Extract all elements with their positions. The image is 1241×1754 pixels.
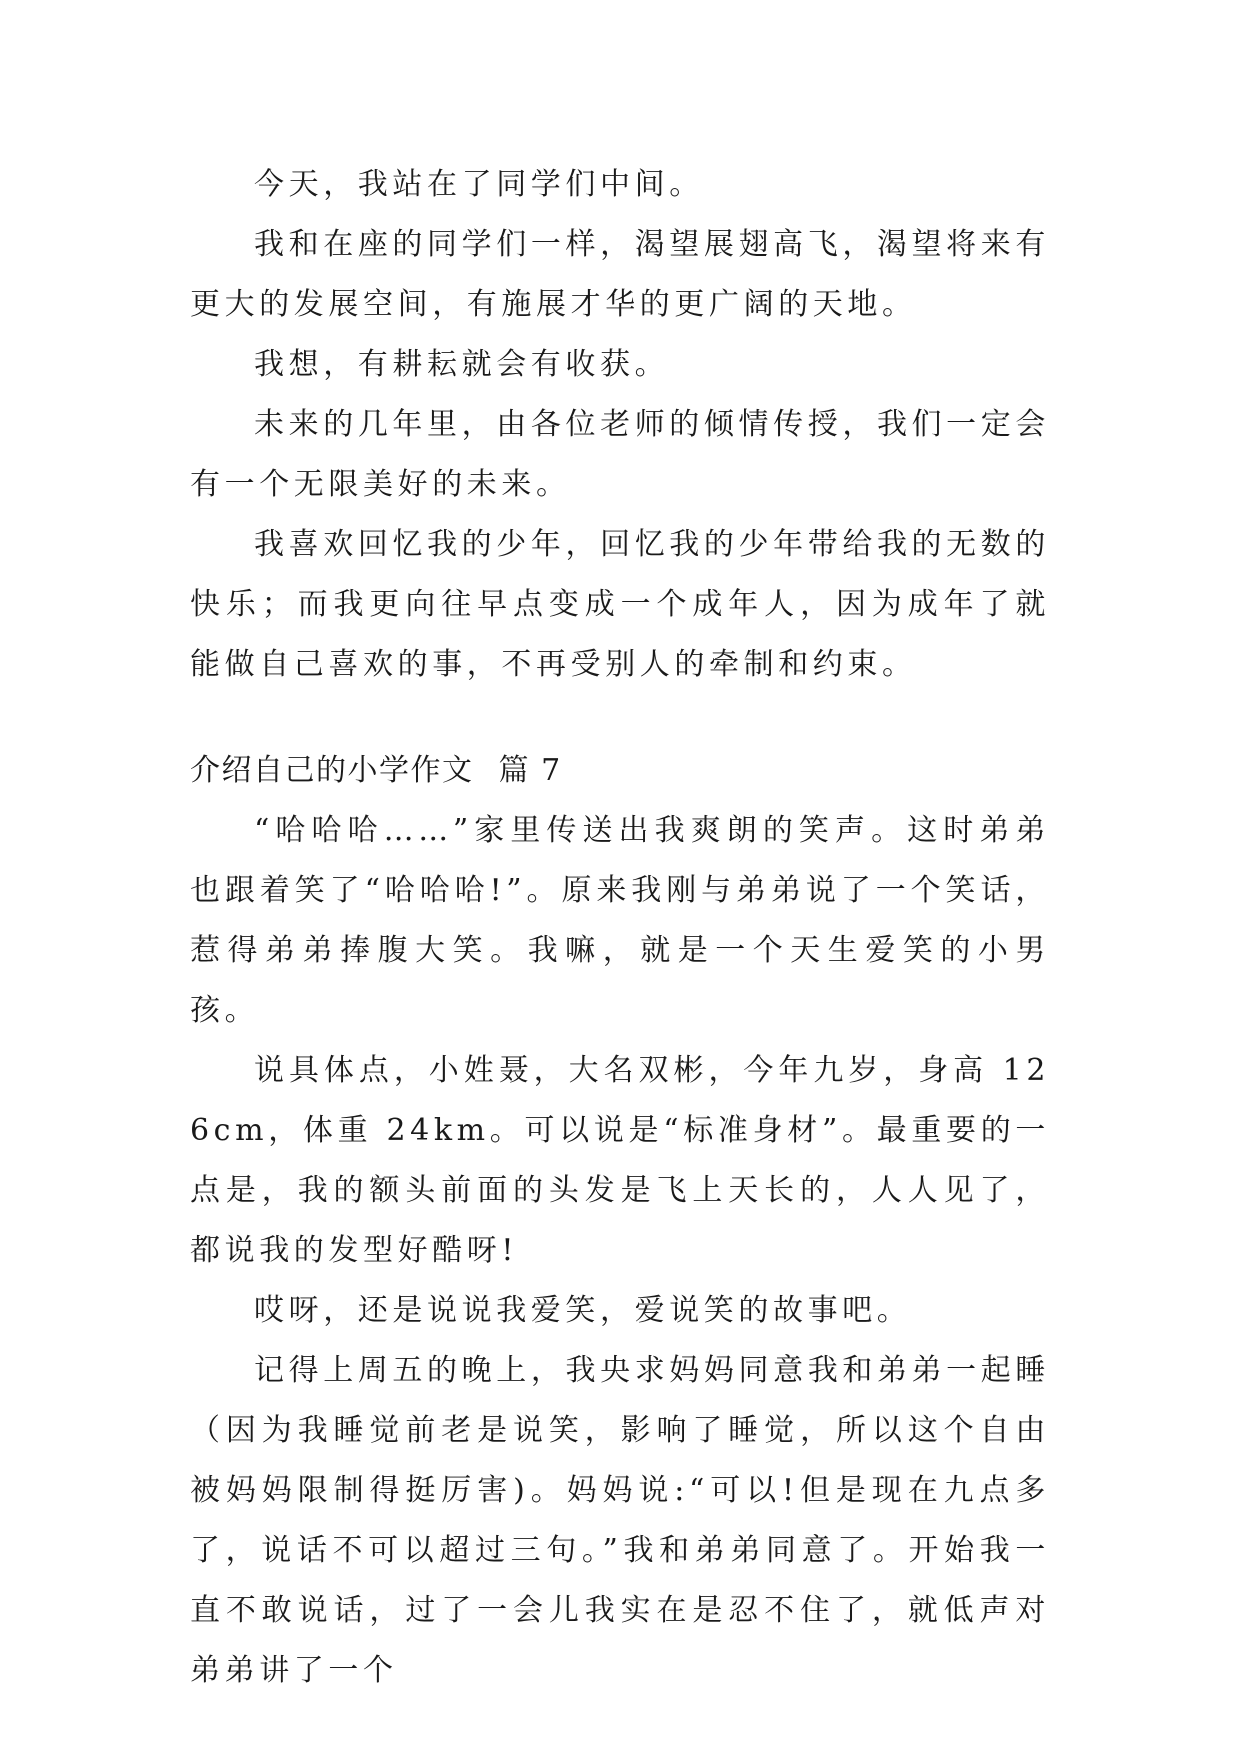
section-title: 介绍自己的小学作文 [190,753,474,788]
paragraph: “哈哈哈……”家里传送出我爽朗的笑声。这时弟弟也跟着笑了“哈哈哈!”。原来我刚与弟弟说了一个笑话，惹得弟弟捧腹大笑。我嘛，就是一个天生爱笑的小男孩。 [190,813,1050,1028]
section-number: 篇 7 [498,753,562,788]
paragraph: 我想，有耕耘就会有收获。 [254,347,670,382]
section-heading [190,741,1050,801]
document-page [190,155,1050,1701]
paragraph: 未来的几年里，由各位老师的倾情传授，我们一定会有一个无限美好的未来。 [190,407,1050,502]
paragraph: 我喜欢回忆我的少年，回忆我的少年带给我的无数的快乐；而我更向往早点变成一个成年人，因为成年了就能做自己喜欢的事，不再受别人的牵制和约束。 [190,527,1050,682]
paragraph: 说具体点，小姓聂，大名双彬，今年九岁，身高 126cm，体重 24km。可以说是“标准身材”。最重要的一点是，我的额头前面的头发是飞上天长的，人人见了，都说我的发型好酷呀! [190,1053,1050,1268]
paragraph: 今天，我站在了同学们中间。 [254,167,704,202]
paragraph: 记得上周五的晚上，我央求妈妈同意我和弟弟一起睡（因为我睡觉前老是说笑，影响了睡觉，所以这个自由被妈妈限制得挺厉害)。妈妈说:“可以!但是现在九点多了，说话不可以超过三句。”我和弟弟同意了。开始我一直不敢说话，过了一会儿我实在是忍不住了，就低声对弟弟讲了一个 [190,1353,1050,1688]
paragraph: 哎呀，还是说说我爱笑，爱说笑的故事吧。 [254,1293,912,1328]
paragraph: 我和在座的同学们一样，渴望展翅高飞，渴望将来有更大的发展空间，有施展才华的更广阔的天地。 [190,227,1050,322]
